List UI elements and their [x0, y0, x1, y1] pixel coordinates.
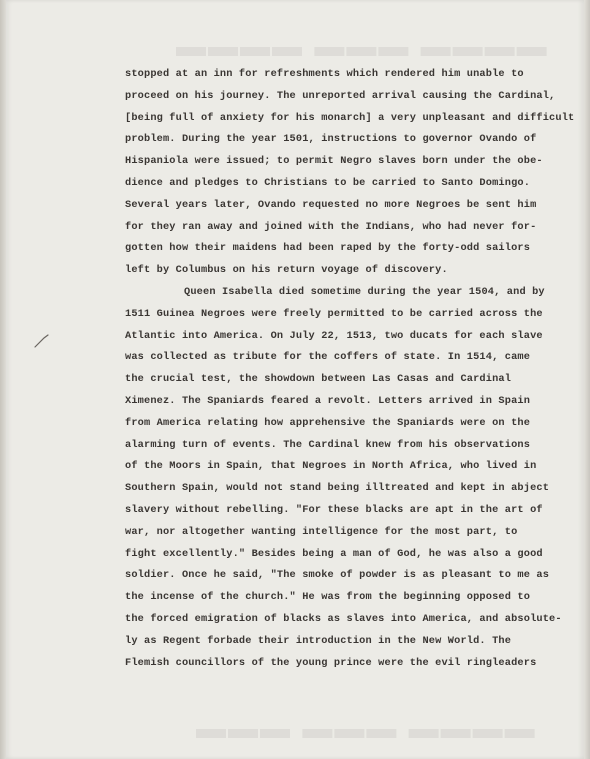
text-line: dience and pledges to Christians to be carried to Santo Domingo.	[125, 176, 531, 189]
text-line: was collected as tribute for the coffers of state. In 1514, came	[125, 351, 531, 364]
text-line: gotten how their maidens had been raped by the forty-odd sailors	[125, 242, 531, 255]
text-line: Southern Spain, would not stand being illtreated and kept in abject	[125, 482, 550, 495]
text-line: Hispaniola were issued; to permit Negro slaves born under the obe-	[125, 155, 543, 168]
show-through-bottom: ▬▬▬ ▬▬▬ ▬▬▬▬	[196, 712, 537, 745]
text-line: from America relating how apprehensive the Spaniards were on the	[125, 416, 531, 429]
text-line: soldier. Once he said, "The smoke of powder is as pleasant to me as	[125, 569, 550, 582]
text-line: Several years later, Ovando requested no more Negroes be sent him	[125, 198, 537, 211]
text-line: Ximenez. The Spaniards feared a revolt. Letters arrived in Spain	[125, 394, 531, 407]
text-line: Atlantic into America. On July 22, 1513, two ducats for each slave	[125, 329, 543, 342]
text-line: proceed on his journey. The unreported arrival causing the Cardinal,	[125, 89, 556, 102]
show-through-top: ▬▬▬▬ ▬▬▬ ▬▬▬▬	[176, 30, 549, 63]
body-text	[125, 64, 575, 674]
scan-right-edge	[584, 0, 590, 759]
text-line: [being full of anxiety for his monarch] a very unpleasant and difficult	[125, 111, 575, 124]
text-line: of the Moors in Spain, that Negroes in North Africa, who lived in	[125, 460, 537, 473]
text-line: alarming turn of events. The Cardinal knew from his observations	[125, 438, 531, 451]
text-line: the incense of the church." He was from the beginning opposed to	[125, 591, 531, 604]
text-line: for they ran away and joined with the Indians, who had never for-	[125, 220, 537, 233]
text-line: left by Columbus on his return voyage of discovery.	[125, 264, 448, 277]
typewritten-page	[6, 0, 584, 759]
text-line: stopped at an inn for refreshments which rendered him unable to	[125, 68, 524, 80]
pencil-stroke-mark	[34, 333, 50, 349]
text-line: Flemish councillors of the young prince were the evil ringleaders	[125, 656, 537, 669]
text-line: slavery without rebelling. "For these blacks are apt in the art of	[125, 503, 543, 516]
text-line: Queen Isabella died sometime during the year 1504, and by	[184, 285, 545, 298]
text-line: problem. During the year 1501, instructions to governor Ovando of	[125, 133, 537, 146]
text-line: fight excellently." Besides being a man of God, he was also a good	[125, 547, 543, 560]
text-line: the forced emigration of blacks as slaves into America, and absolute-	[125, 612, 562, 625]
text-line: war, nor altogether wanting intelligence for the most part, to	[125, 525, 518, 538]
text-line: 1511 Guinea Negroes were freely permitted to be carried across the	[125, 307, 543, 320]
text-line: ly as Regent forbade their introduction in the New World. The	[125, 634, 512, 647]
text-line: the crucial test, the showdown between Las Casas and Cardinal	[125, 373, 512, 386]
